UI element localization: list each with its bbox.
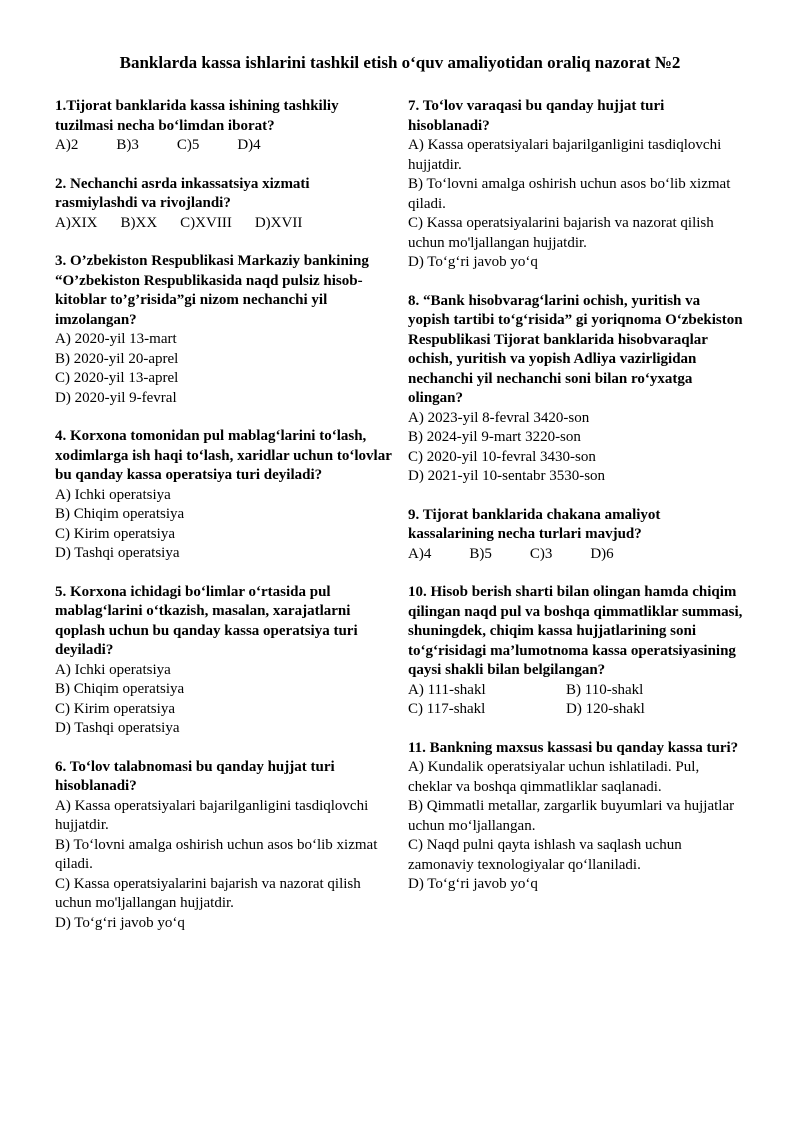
question-text: 5. Korxona ichidagi bo‘limlar o‘rtasida pul mablag‘larini o‘tkazish, masalan, xarajatlarni qoplash uchun bu qanday kassa operatsiya turi deyiladi? — [55, 583, 358, 658]
question-text: 1.Tijorat banklarida kassa ishining tashkiliy tuzilmasi necha bo‘limdan iborat? — [55, 98, 339, 134]
question-block — [408, 292, 745, 487]
answer-option: D)XVII — [254, 214, 303, 231]
right-column — [408, 97, 745, 914]
answer-option: A) 111-shakl — [408, 681, 486, 698]
answer-option: B) Qimmatli metallar, zargarlik buyumlari va hujjatlar uchun mo‘ljallangan. — [408, 798, 738, 834]
answer-option: B) To‘lovni amalga oshirish uchun asos bo‘lib xizmat qiladi. — [408, 176, 735, 212]
answer-option: A) Kassa operatsiyalari bajarilganligini tasdiqlovchi hujjatdir. — [408, 137, 725, 173]
question-block — [408, 739, 745, 895]
question-block — [55, 252, 392, 408]
question-text: 6. To‘lov talabnomasi bu qanday hujjat turi hisoblanadi? — [55, 758, 335, 794]
answer-options — [408, 409, 745, 487]
answer-option: D) Tashqi operatsiya — [55, 720, 180, 736]
question-block — [408, 583, 745, 720]
answer-option: B) To‘lovni amalga oshirish uchun asos bo‘lib xizmat qiladi. — [55, 836, 382, 872]
answer-option: B) 2024-yil 9-mart 3220-son — [408, 429, 581, 445]
answer-options — [55, 486, 392, 564]
answer-option: A)4 — [408, 545, 432, 562]
question-block — [408, 97, 745, 273]
question-text: 3. O’zbekiston Respublikasi Markaziy bankining “O’zbekiston Respublikasida naqd pulsiz hisob-kitoblar to’g’risida”gi nizom nechanchi yil imzolangan? — [55, 253, 369, 328]
question-text: 4. Korxona tomonidan pul mablag‘larini to‘lash, xodimlarga ish haqi to‘lash, xaridlar uchun to‘lovlar bu qanday kassa operatsiya turi deyiladi? — [55, 428, 392, 483]
answer-option: D) Tashqi operatsiya — [55, 545, 180, 561]
answer-option: A) Kundalik operatsiyalar uchun ishlatiladi. Pul, cheklar va boshqa qimmatliklar saqlanadi. — [408, 759, 703, 795]
answer-options — [408, 758, 745, 895]
answer-option: C) Kassa operatsiyalarini bajarish va nazorat qilish uchun mo'ljallangan hujjatdir. — [55, 875, 365, 911]
answer-option: C) Kirim operatsiya — [55, 525, 175, 542]
answer-option: D) To‘g‘ri javob yo‘q — [55, 914, 185, 931]
question-text: 11. Bankning maxsus kassasi bu qanday kassa turi? — [408, 739, 739, 756]
answer-option: C)3 — [529, 545, 553, 562]
left-column — [55, 97, 392, 952]
answer-option: B) Chiqim operatsiya — [55, 506, 185, 522]
answer-options — [55, 136, 392, 156]
question-text: 2. Nechanchi asrda inkassatsiya xizmati rasmiylashdi va rivojlandi? — [55, 175, 310, 211]
two-column-body — [55, 97, 745, 952]
answer-options — [55, 661, 392, 739]
answer-option: C)5 — [176, 137, 200, 153]
answer-option: D) 2020-yil 9-fevral — [55, 389, 177, 406]
question-block — [55, 427, 392, 564]
answer-option: D) 120-shakl — [566, 701, 645, 717]
answer-option: C) Kirim operatsiya — [55, 700, 175, 717]
answer-option: C) Kassa operatsiyalarini bajarish va nazorat qilish uchun mo'ljallangan hujjatdir. — [408, 215, 718, 251]
question-block — [408, 506, 745, 565]
answer-option: B)5 — [469, 545, 492, 562]
question-block — [55, 175, 392, 234]
answer-option: C) Naqd pulni qayta ishlash va saqlash uchun zamonaviy texnologiyalar qo‘llaniladi. — [408, 837, 686, 873]
answer-option: B) 110-shakl — [566, 681, 644, 698]
answer-option: A)2 — [55, 137, 79, 153]
answer-option: C)XVIII — [180, 214, 232, 231]
answer-option: A) Ichki operatsiya — [55, 661, 171, 678]
answer-option: B)3 — [116, 137, 139, 153]
question-block — [55, 758, 392, 934]
answer-option: A) 2023-yil 8-fevral 3420-son — [408, 409, 590, 426]
answer-option: D) To‘g‘ri javob yo‘q — [408, 876, 538, 892]
question-text: 8. “Bank hisobvarag‘larini ochish, yuritish va yopish tartibi to‘g‘risida” gi yoriqnoma O‘zbekiston Respublikasi Tijorat banklarida hisobvaraqlar ochish, yuritish va yopish Adliya vazirligidan nechanchi yil nechanchi soni bilan ro‘yxatga olingan? — [408, 292, 743, 406]
answer-options — [408, 136, 745, 273]
answer-option: C) 117-shakl — [408, 701, 486, 717]
answer-option: B) Chiqim operatsiya — [55, 681, 185, 697]
answer-option: B)XX — [120, 214, 158, 231]
answer-options — [408, 681, 745, 720]
answer-options — [55, 797, 392, 934]
question-text: 7. To‘lov varaqasi bu qanday hujjat turi hisoblanadi? — [408, 98, 665, 134]
page-title: Banklarda kassa ishlarini tashkil etish o‘quv amaliyotidan oraliq nazorat №2 — [119, 53, 681, 72]
answer-option: A) Ichki operatsiya — [55, 486, 171, 503]
answer-options — [408, 545, 745, 565]
question-text: 9. Tijorat banklarida chakana amaliyot kassalarining necha turlari mavjud? — [408, 506, 661, 542]
answer-option: A) 2020-yil 13-mart — [55, 331, 177, 347]
answer-option: A)XIX — [55, 214, 98, 231]
answer-option: C) 2020-yil 13-aprel — [55, 370, 179, 386]
answer-option: D)6 — [590, 545, 614, 562]
question-block — [55, 97, 392, 156]
answer-options — [55, 214, 392, 234]
answer-option: D) To‘g‘ri javob yo‘q — [408, 254, 538, 270]
answer-option: D)4 — [237, 137, 261, 153]
answer-option: D) 2021-yil 10-sentabr 3530-son — [408, 468, 606, 484]
answer-options — [55, 330, 392, 408]
question-block — [55, 583, 392, 739]
answer-option: B) 2020-yil 20-aprel — [55, 350, 179, 367]
answer-option: A) Kassa operatsiyalari bajarilganligini tasdiqlovchi hujjatdir. — [55, 797, 372, 833]
answer-option: C) 2020-yil 10-fevral 3430-son — [408, 448, 596, 465]
question-text: 10. Hisob berish sharti bilan olingan hamda chiqim qilingan naqd pul va boshqa qimmatliklar summasi, shuningdek, chiqim kassa hujjatlarining soni to‘g‘risidagi ma’lumotnoma kassa operatsiyasining qaysi shakli bilan belgilangan? — [408, 584, 743, 678]
